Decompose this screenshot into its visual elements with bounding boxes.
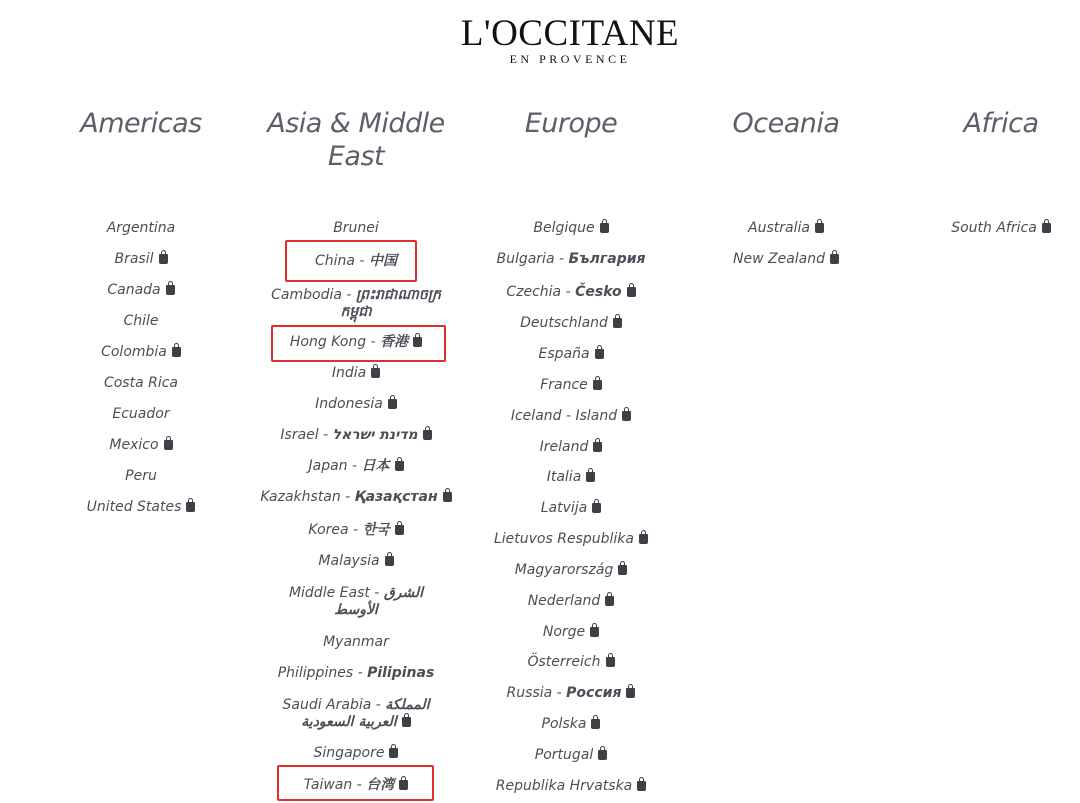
country-label: Japan [308,458,348,474]
country-native-name: מדינת ישראל [332,427,418,443]
country-label: Canada [107,282,161,298]
country-link-espana[interactable] [456,346,686,363]
country-label: Magyarország [514,562,614,578]
country-link-new-zealand[interactable] [671,251,901,268]
shopping-bag-icon [423,430,432,440]
shopping-bag-icon [389,748,398,758]
country-label: Malaysia [318,553,380,569]
country-link-france[interactable] [456,377,686,394]
country-native-name: 日本 [361,458,390,474]
country-label: Philippines [277,665,354,681]
country-link-latvija[interactable] [456,500,686,517]
country-label: Costa Rica [103,375,179,391]
country-link-philippines[interactable]: Philippines - Pilipinas [277,665,435,681]
shopping-bag-icon [172,347,181,357]
country-link-lietuvos-respublika[interactable] [456,531,686,548]
country-link-peru[interactable] [26,468,256,485]
country-label: Ecuador [112,406,170,422]
country-label: Brasil [114,251,154,267]
shopping-bag-icon [618,565,627,575]
region-africa [886,107,1080,236]
brand-name: L'OCCITANE [460,13,680,54]
country-label: Singapore [313,745,385,761]
country-link-taiwan[interactable]: Taiwan - 台湾 [241,777,471,794]
country-link-italia[interactable] [456,469,686,486]
country-link-indonesia[interactable] [241,396,471,413]
region-oceania [671,107,901,267]
country-link-iceland-island[interactable] [456,408,686,425]
country-link-israel[interactable]: Israel - מדינת ישראל [241,427,471,444]
shopping-bag-icon [159,254,168,264]
country-native-name: България [568,251,646,267]
country-label: Myanmar [323,634,389,650]
country-link-polska[interactable] [456,716,686,733]
country-label: Republika Hrvatska [495,778,633,794]
country-label: Deutschland [520,315,608,331]
country-label: Argentina [106,220,176,236]
country-link-kazakhstan[interactable]: Kazakhstan - Қазақстан [241,489,471,506]
country-link-ecuador[interactable] [26,406,256,423]
shopping-bag-icon [626,688,635,698]
country-link-costa-rica[interactable] [26,375,256,392]
country-label: South Africa [951,220,1037,236]
country-label: Iceland - Island [510,408,618,424]
country-link-middle-east[interactable]: Middle East - الشرق الأوسط [288,585,424,618]
country-native-name: الشرق الأوسط [334,585,424,618]
shopping-bag-icon [186,502,195,512]
country-label: India [331,365,367,381]
shopping-bag-icon [637,781,646,791]
shopping-bag-icon [371,368,380,378]
brand-tagline: EN PROVENCE [509,52,631,66]
region-title: Americas [80,108,202,139]
region-title: Europe [524,108,618,139]
country-link-deutschland[interactable] [456,315,686,332]
country-label: Israel [280,427,319,443]
country-label: Nederland [527,593,601,609]
country-label: Chile [123,313,159,329]
country-label: France [540,377,588,393]
country-native-name: ព្រះរាជាណាចក្រកម្ពុជា [340,287,441,320]
country-label: Österreich [527,654,601,670]
country-label: Mexico [109,437,159,453]
country-label: Russia [506,685,553,701]
country-link-japan[interactable]: Japan - 日本 [241,458,471,475]
shopping-bag-icon [830,254,839,264]
shopping-bag-icon [388,399,397,409]
shopping-bag-icon [1042,223,1051,233]
country-link-cambodia[interactable]: Cambodia - ព្រះរាជាណាចក្រកម្ពុជា [271,287,441,320]
country-link-norge[interactable] [456,624,686,641]
country-link-belgique[interactable] [456,220,686,237]
country-link-hong-kong[interactable]: Hong Kong - 香港 [241,334,471,351]
country-label: Portugal [534,747,594,763]
country-link-brasil[interactable] [26,251,256,268]
country-link-mexico[interactable] [26,437,256,454]
shopping-bag-icon [592,503,601,513]
country-label: Brunei [333,220,379,236]
shopping-bag-icon [395,525,404,535]
country-label: Indonesia [315,396,383,412]
country-label: Polska [541,716,587,732]
country-link-magyarorszag[interactable] [456,562,686,579]
country-label: Cambodia [271,287,342,303]
country-native-name: 台湾 [366,777,395,793]
country-native-name: Қазақстан [354,489,438,505]
country-link-china[interactable]: China - 中国 [315,253,397,269]
shopping-bag-icon [591,719,600,729]
country-native-name: Česko [575,284,622,300]
country-label: Bulgaria [496,251,555,267]
country-label: Hong Kong [289,334,367,350]
country-label: Czechia [506,284,562,300]
highlight-box-hong-kong [271,325,446,362]
shopping-bag-icon [613,318,622,328]
country-link-brunei[interactable] [241,220,471,237]
shopping-bag-icon [595,349,604,359]
country-link-osterreich[interactable] [456,654,686,671]
highlight-box-taiwan [277,765,434,801]
country-label: Peru [125,468,157,484]
shopping-bag-icon [443,492,452,502]
country-label: España [538,346,590,362]
shopping-bag-icon [402,717,411,727]
region-asia-middle-east [241,107,471,793]
country-link-czechia[interactable]: Czechia - Česko [456,284,686,301]
shopping-bag-icon [164,440,173,450]
country-link-singapore[interactable] [241,745,471,762]
country-label: Italia [546,469,582,485]
country-label: Latvija [540,500,588,516]
country-link-india[interactable] [241,365,471,382]
shopping-bag-icon [639,534,648,544]
region-title: Oceania [732,108,840,139]
shopping-bag-icon [590,627,599,637]
country-link-myanmar[interactable] [241,634,471,651]
brand-logo[interactable] [0,14,1080,65]
shopping-bag-icon [593,442,602,452]
country-link-argentina[interactable] [26,220,256,237]
region-americas [26,107,256,515]
country-native-name: Pilipinas [367,665,435,681]
country-label: China [315,253,356,269]
region-europe [456,107,686,794]
country-link-russia[interactable]: Russia - Россия [456,685,686,702]
country-link-australia[interactable] [671,220,901,237]
shopping-bag-icon [593,380,602,390]
shopping-bag-icon [166,285,175,295]
country-link-united-states[interactable] [26,499,256,516]
country-label: New Zealand [733,251,825,267]
country-label: Saudi Arabia [282,697,372,713]
country-label: Taiwan [303,777,353,793]
shopping-bag-icon [627,287,636,297]
country-label: Korea [308,522,349,538]
shopping-bag-icon [600,223,609,233]
shopping-bag-icon [605,596,614,606]
country-native-name: 香港 [380,334,409,350]
shopping-bag-icon [622,411,631,421]
region-title: Asia & Middle East [267,108,445,172]
shopping-bag-icon [606,657,615,667]
country-link-saudi-arabia[interactable]: Saudi Arabia - المملكة العربية السعودية [282,697,430,730]
country-native-name: المملكة العربية السعودية [301,697,430,730]
country-link-nederland[interactable] [456,593,686,610]
country-native-name: 한국 [362,522,390,538]
country-label: Colombia [101,344,167,360]
country-link-bulgaria[interactable]: Bulgaria - България [496,251,646,267]
country-native-name: 中国 [368,253,397,269]
country-label: Ireland [539,439,589,455]
country-label: United States [86,499,182,515]
country-link-colombia[interactable] [26,344,256,361]
country-link-portugal[interactable] [456,747,686,764]
shopping-bag-icon [395,461,404,471]
shopping-bag-icon [815,223,824,233]
country-native-name: Россия [566,685,622,701]
shopping-bag-icon [598,750,607,760]
highlight-box-china [285,240,417,282]
shopping-bag-icon [385,556,394,566]
country-link-south-africa[interactable] [886,220,1080,237]
country-link-canada[interactable] [26,282,256,299]
country-label: Norge [542,624,586,640]
country-label: Kazakhstan [260,489,341,505]
country-link-malaysia[interactable] [241,553,471,570]
country-link-ireland[interactable] [456,439,686,456]
region-title: Africa [963,108,1039,139]
country-link-chile[interactable] [26,313,256,330]
country-label: Australia [748,220,810,236]
country-label: Belgique [533,220,595,236]
shopping-bag-icon [586,472,595,482]
country-label: Middle East [288,585,370,601]
country-link-republika-hrvatska[interactable] [456,778,686,795]
country-label: Lietuvos Respublika [493,531,634,547]
country-link-korea[interactable]: Korea - 한국 [241,522,471,539]
